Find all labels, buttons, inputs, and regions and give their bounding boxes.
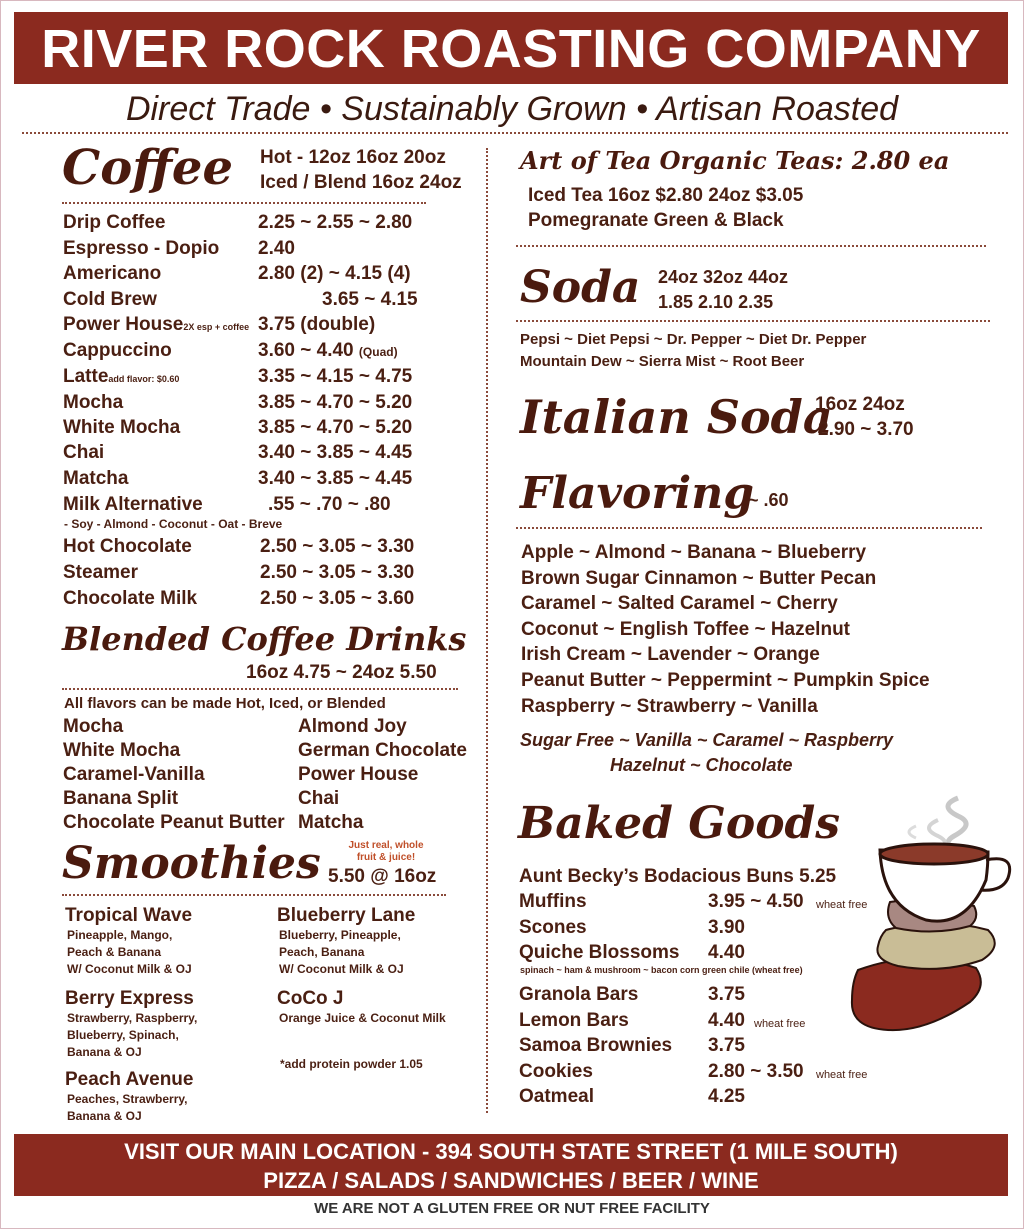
- smoothie-ingredients: Banana & OJ: [67, 1109, 142, 1123]
- smoothie-ingredients: Orange Juice & Coconut Milk: [279, 1011, 446, 1025]
- flavor-line: Irish Cream ~ Lavender ~ Orange: [521, 644, 820, 666]
- sugar-free-line-1: Sugar Free ~ Vanilla ~ Caramel ~ Raspberry: [520, 730, 894, 750]
- baked-item-name: Granola Bars: [519, 984, 639, 1005]
- coffee-item-name: Americano: [63, 263, 162, 284]
- allergen-note: WE ARE NOT A GLUTEN FREE OR NUT FREE FACILITY: [314, 1200, 710, 1217]
- baked-item-name: Muffins: [519, 891, 587, 912]
- divider: [516, 320, 990, 322]
- quiche-note: spinach ~ ham & mushroom ~ bacon corn green chile (wheat free): [520, 965, 803, 975]
- coffee-item-name: Espresso - Dopio: [63, 238, 220, 259]
- baked-item-price: 3.75: [708, 1035, 745, 1056]
- coffee-item-name: [63, 314, 249, 336]
- smoothie-ingredients: Peach, Banana: [279, 945, 365, 959]
- soda-line-2: Mountain Dew ~ Sierra Mist ~ Root Beer: [520, 353, 805, 370]
- coffee-sizes-hot: Hot - 12oz 16oz 20oz: [260, 147, 446, 168]
- smoothie-name: Blueberry Lane: [277, 905, 416, 926]
- coffee-item-name: Milk Alternative: [63, 494, 203, 515]
- flavor-line: Coconut ~ English Toffee ~ Hazelnut: [521, 618, 851, 640]
- sugar-free-line-2: Hazelnut ~ Chocolate: [610, 755, 793, 775]
- flavor-line: Brown Sugar Cinnamon ~ Butter Pecan: [521, 567, 877, 589]
- coffee-item-name: Cappuccino: [63, 340, 172, 361]
- smoothie-ingredients: Peaches, Strawberry,: [67, 1092, 188, 1106]
- baked-item-price: 4.25: [708, 1086, 745, 1107]
- tea-line-1: Iced Tea 16oz $2.80 24oz $3.05: [528, 185, 804, 206]
- coffee-item-price-note: (Quad): [358, 345, 398, 359]
- coffee-item-name: Drip Coffee: [63, 212, 166, 233]
- baked-item-name: Oatmeal: [519, 1086, 594, 1107]
- coffee-item-name: Chocolate Milk: [63, 588, 198, 609]
- coffee-item-name: Chai: [63, 442, 105, 463]
- coffee-item-price: 3.75 (double): [258, 314, 376, 335]
- smoothie-ingredients: Strawberry, Raspberry,: [67, 1011, 198, 1025]
- soda-sizes: 24oz 32oz 44oz: [658, 267, 789, 287]
- smoothies-note-2: fruit & juice!: [356, 852, 416, 863]
- coffee-item-price: 2.40: [258, 238, 295, 259]
- baked-item-name: Cookies: [519, 1061, 593, 1082]
- baked-item-note: wheat free: [754, 1018, 806, 1030]
- smoothies-note-1: Just real, whole: [348, 840, 424, 851]
- divider: [62, 688, 458, 690]
- smoothies-price: 5.50 @ 16oz: [328, 866, 437, 887]
- baked-item-price: 3.90: [708, 917, 745, 938]
- blended-item: Almond Joy: [298, 716, 407, 737]
- baked-item-price: 3.95 ~ 4.50: [708, 891, 804, 912]
- baked-item-name: Scones: [519, 917, 587, 938]
- coffee-item-price: 2.80 (2) ~ 4.15 (4): [258, 263, 411, 284]
- blended-item: Matcha: [298, 812, 364, 833]
- smoothie-ingredients: Banana & OJ: [67, 1045, 142, 1059]
- coffee-item-name: Steamer: [63, 562, 138, 583]
- milk-options: - Soy - Almond - Coconut - Oat - Breve: [64, 517, 283, 531]
- soda-line-1: Pepsi ~ Diet Pepsi ~ Dr. Pepper ~ Diet Dr. Pepper: [520, 331, 867, 348]
- coffee-item-name: Mocha: [63, 392, 124, 413]
- flavoring-price: ~ .60: [748, 490, 789, 510]
- coffee-item-price: 2.50 ~ 3.05 ~ 3.30: [260, 536, 415, 557]
- baked-item-name: Quiche Blossoms: [519, 942, 680, 963]
- coffee-item-price-value: 3.60 ~ 4.40: [258, 340, 354, 361]
- smoothie-ingredients: Blueberry, Spinach,: [67, 1028, 179, 1042]
- coffee-item-label: Power House: [63, 314, 184, 335]
- coffee-item-price: 3.65 ~ 4.15: [322, 289, 418, 310]
- divider: [516, 245, 986, 247]
- column-divider: [486, 148, 488, 1113]
- baked-item-price: 4.40: [708, 942, 745, 963]
- footer-line-1: VISIT OUR MAIN LOCATION - 394 SOUTH STATE STREET (1 MILE SOUTH): [124, 1139, 898, 1164]
- blended-item: Chocolate Peanut Butter: [63, 812, 285, 833]
- coffee-item-price: 2.50 ~ 3.05 ~ 3.60: [260, 588, 415, 609]
- baked-goods-heading: Baked Goods: [518, 798, 841, 849]
- smoothie-ingredients: Blueberry, Pineapple,: [279, 928, 401, 942]
- blended-item: Chai: [298, 788, 340, 809]
- coffee-item-name: Cold Brew: [63, 289, 157, 310]
- smoothie-name: Peach Avenue: [65, 1069, 194, 1090]
- coffee-cup-illustration: [846, 790, 1016, 1050]
- smoothies-heading: Smoothies: [62, 838, 321, 889]
- flavor-line: Caramel ~ Salted Caramel ~ Cherry: [521, 593, 838, 615]
- baked-item-note: wheat free: [816, 1069, 868, 1081]
- soda-prices: 1.85 2.10 2.35: [658, 292, 774, 312]
- tea-heading: Art of Tea Organic Teas: 2.80 ea: [520, 146, 950, 175]
- flavor-line: Apple ~ Almond ~ Banana ~ Blueberry: [521, 542, 867, 563]
- coffee-item-price: 2.50 ~ 3.05 ~ 3.30: [260, 562, 415, 583]
- steam-icon: [909, 826, 916, 838]
- tagline: Direct Trade • Sustainably Grown • Artisan Roasted: [125, 90, 899, 128]
- coffee-heading: Coffee: [62, 140, 233, 196]
- page-title: RIVER ROCK ROASTING COMPANY: [14, 12, 1008, 84]
- flavoring-heading: Flavoring: [520, 468, 755, 519]
- blended-item: White Mocha: [63, 740, 181, 761]
- divider: [22, 132, 1008, 134]
- smoothie-name: Berry Express: [65, 988, 194, 1009]
- baked-item-name: Aunt Becky’s Bodacious Buns 5.25: [519, 866, 837, 887]
- coffee-item-note: add flavor: $0.60: [108, 374, 180, 384]
- tea-line-2: Pomegranate Green & Black: [528, 210, 784, 231]
- divider: [62, 894, 446, 896]
- smoothie-ingredients: Pineapple, Mango,: [67, 928, 173, 942]
- footer-banner: [14, 1134, 1008, 1196]
- coffee-item-note: 2X esp + coffee: [183, 322, 250, 332]
- coffee-item-name: Matcha: [63, 468, 129, 489]
- smoothie-ingredients: W/ Coconut Milk & OJ: [279, 962, 404, 976]
- baked-item-price: 4.40: [708, 1010, 745, 1031]
- italian-soda-sizes: 16oz 24oz: [815, 394, 905, 415]
- coffee-item-price: 3.35 ~ 4.15 ~ 4.75: [258, 366, 413, 387]
- coffee-item-price: 2.25 ~ 2.55 ~ 2.80: [258, 212, 413, 233]
- coffee-item-name: [63, 366, 179, 388]
- coffee-item-label: Latte: [63, 366, 109, 387]
- blended-price: 16oz 4.75 ~ 24oz 5.50: [246, 662, 437, 683]
- baked-item-name: Lemon Bars: [519, 1010, 629, 1031]
- divider: [516, 527, 982, 529]
- baked-item-name: Samoa Brownies: [519, 1035, 673, 1056]
- flavor-line: Peanut Butter ~ Peppermint ~ Pumpkin Spice: [521, 670, 930, 691]
- coffee-item-price: 3.85 ~ 4.70 ~ 5.20: [258, 392, 413, 413]
- coffee-item-price: .55 ~ .70 ~ .80: [268, 494, 391, 515]
- blended-item: Caramel-Vanilla: [63, 764, 205, 785]
- smoothie-name: CoCo J: [277, 988, 344, 1009]
- coffee-item-price: 3.40 ~ 3.85 ~ 4.45: [258, 442, 413, 463]
- flavor-line: Raspberry ~ Strawberry ~ Vanilla: [521, 695, 818, 717]
- baked-item-price: 2.80 ~ 3.50: [708, 1061, 804, 1082]
- blended-item: Banana Split: [63, 788, 179, 809]
- italian-soda-prices: 2.90 ~ 3.70: [818, 419, 914, 440]
- smoothie-ingredients: Peach & Banana: [67, 945, 162, 959]
- baked-item-note: wheat free: [816, 899, 868, 911]
- italian-soda-heading: Italian Soda: [520, 390, 833, 444]
- protein-note: *add protein powder 1.05: [280, 1057, 423, 1071]
- blended-item: Mocha: [63, 716, 124, 737]
- coffee-item-price: 3.85 ~ 4.70 ~ 5.20: [258, 417, 413, 438]
- coffee-item-price: [258, 340, 398, 362]
- baked-item-price: 3.75: [708, 984, 745, 1005]
- footer-line-2: PIZZA / SALADS / SANDWICHES / BEER / WINE: [263, 1168, 759, 1193]
- blended-heading: Blended Coffee Drinks: [62, 620, 467, 658]
- blended-item: Power House: [298, 764, 419, 785]
- divider: [62, 202, 426, 204]
- blended-note: All flavors can be made Hot, Iced, or Blended: [64, 695, 386, 712]
- smoothie-ingredients: W/ Coconut Milk & OJ: [67, 962, 192, 976]
- coffee-item-name: White Mocha: [63, 417, 181, 438]
- coffee-item-price: 3.40 ~ 3.85 ~ 4.45: [258, 468, 413, 489]
- soda-heading: Soda: [520, 262, 641, 313]
- smoothie-name: Tropical Wave: [65, 905, 193, 926]
- coffee-item-name: Hot Chocolate: [63, 536, 192, 557]
- coffee-sizes-iced: Iced / Blend 16oz 24oz: [260, 172, 462, 193]
- blended-item: German Chocolate: [298, 740, 467, 761]
